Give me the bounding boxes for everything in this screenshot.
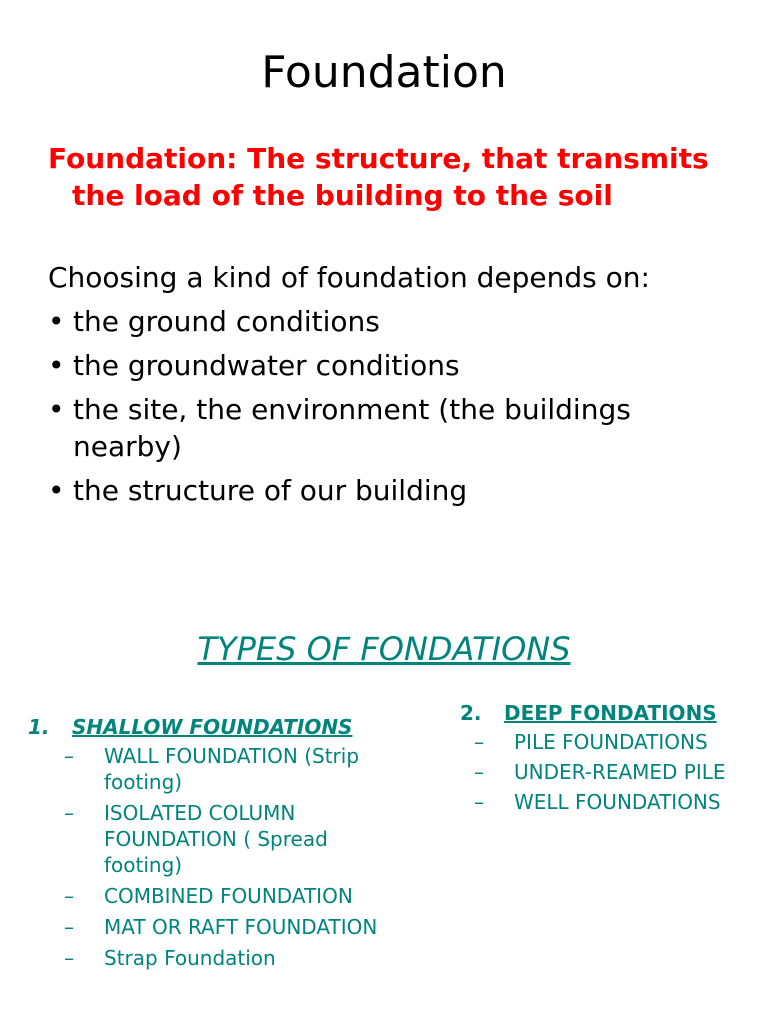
deep-foundations-section bbox=[460, 699, 760, 819]
intro-text: Choosing a kind of foundation depends on: bbox=[48, 261, 650, 294]
shallow-number: 1. bbox=[28, 715, 50, 739]
list-item-text: PILE FOUNDATIONS bbox=[514, 730, 708, 754]
dash-icon: – bbox=[474, 760, 484, 784]
list-item bbox=[48, 472, 738, 509]
list-item-text: COMBINED FOUNDATION bbox=[104, 884, 353, 908]
shallow-foundations-section bbox=[28, 713, 388, 976]
dash-icon: – bbox=[64, 884, 74, 908]
list-item-text: UNDER-REAMED PILE bbox=[514, 760, 726, 784]
list-item bbox=[460, 759, 760, 785]
deep-heading bbox=[460, 699, 760, 727]
list-item bbox=[28, 883, 388, 909]
conditions-list bbox=[48, 303, 738, 516]
deep-number: 2. bbox=[460, 701, 482, 725]
deep-list bbox=[460, 729, 760, 815]
dash-icon: – bbox=[474, 790, 484, 814]
list-item bbox=[28, 945, 388, 971]
list-item-text: Strap Foundation bbox=[104, 946, 276, 970]
types-title: TYPES OF FONDATIONS bbox=[197, 630, 571, 668]
bullet-icon: • bbox=[48, 305, 65, 338]
list-item-text: the ground conditions bbox=[73, 305, 380, 338]
list-item bbox=[48, 303, 738, 340]
list-item-text: the groundwater conditions bbox=[73, 349, 460, 382]
deep-label: DEEP FONDATIONS bbox=[504, 701, 717, 725]
list-item bbox=[48, 391, 738, 465]
bullet-icon: • bbox=[48, 474, 65, 507]
shallow-list bbox=[28, 743, 388, 971]
list-item-text: WALL FOUNDATION (Strip footing) bbox=[104, 744, 360, 794]
dash-icon: – bbox=[474, 730, 484, 754]
list-item bbox=[460, 729, 760, 755]
shallow-heading bbox=[28, 713, 388, 741]
foundation-definition: Foundation: The structure, that transmits the load of the building to the soil bbox=[48, 142, 709, 212]
list-item-text: the structure of our building bbox=[73, 474, 468, 507]
slide-title: Foundation bbox=[261, 47, 507, 98]
list-item-text: the site, the environment (the buildings nearby) bbox=[73, 393, 631, 463]
dash-icon: – bbox=[64, 744, 74, 768]
shallow-label: SHALLOW FOUNDATIONS bbox=[72, 715, 353, 739]
list-item-text: ISOLATED COLUMN FOUNDATION ( Spread footing) bbox=[104, 801, 328, 877]
list-item bbox=[28, 914, 388, 940]
bullet-icon: • bbox=[48, 349, 65, 382]
dash-icon: – bbox=[64, 801, 74, 825]
list-item-text: WELL FOUNDATIONS bbox=[514, 790, 721, 814]
list-item bbox=[460, 789, 760, 815]
bullet-icon: • bbox=[48, 393, 65, 426]
dash-icon: – bbox=[64, 946, 74, 970]
slide-types bbox=[0, 512, 768, 1024]
list-item bbox=[28, 800, 388, 878]
dash-icon: – bbox=[64, 915, 74, 939]
list-item-text: MAT OR RAFT FOUNDATION bbox=[104, 915, 378, 939]
list-item bbox=[28, 743, 388, 795]
list-item bbox=[48, 347, 738, 384]
